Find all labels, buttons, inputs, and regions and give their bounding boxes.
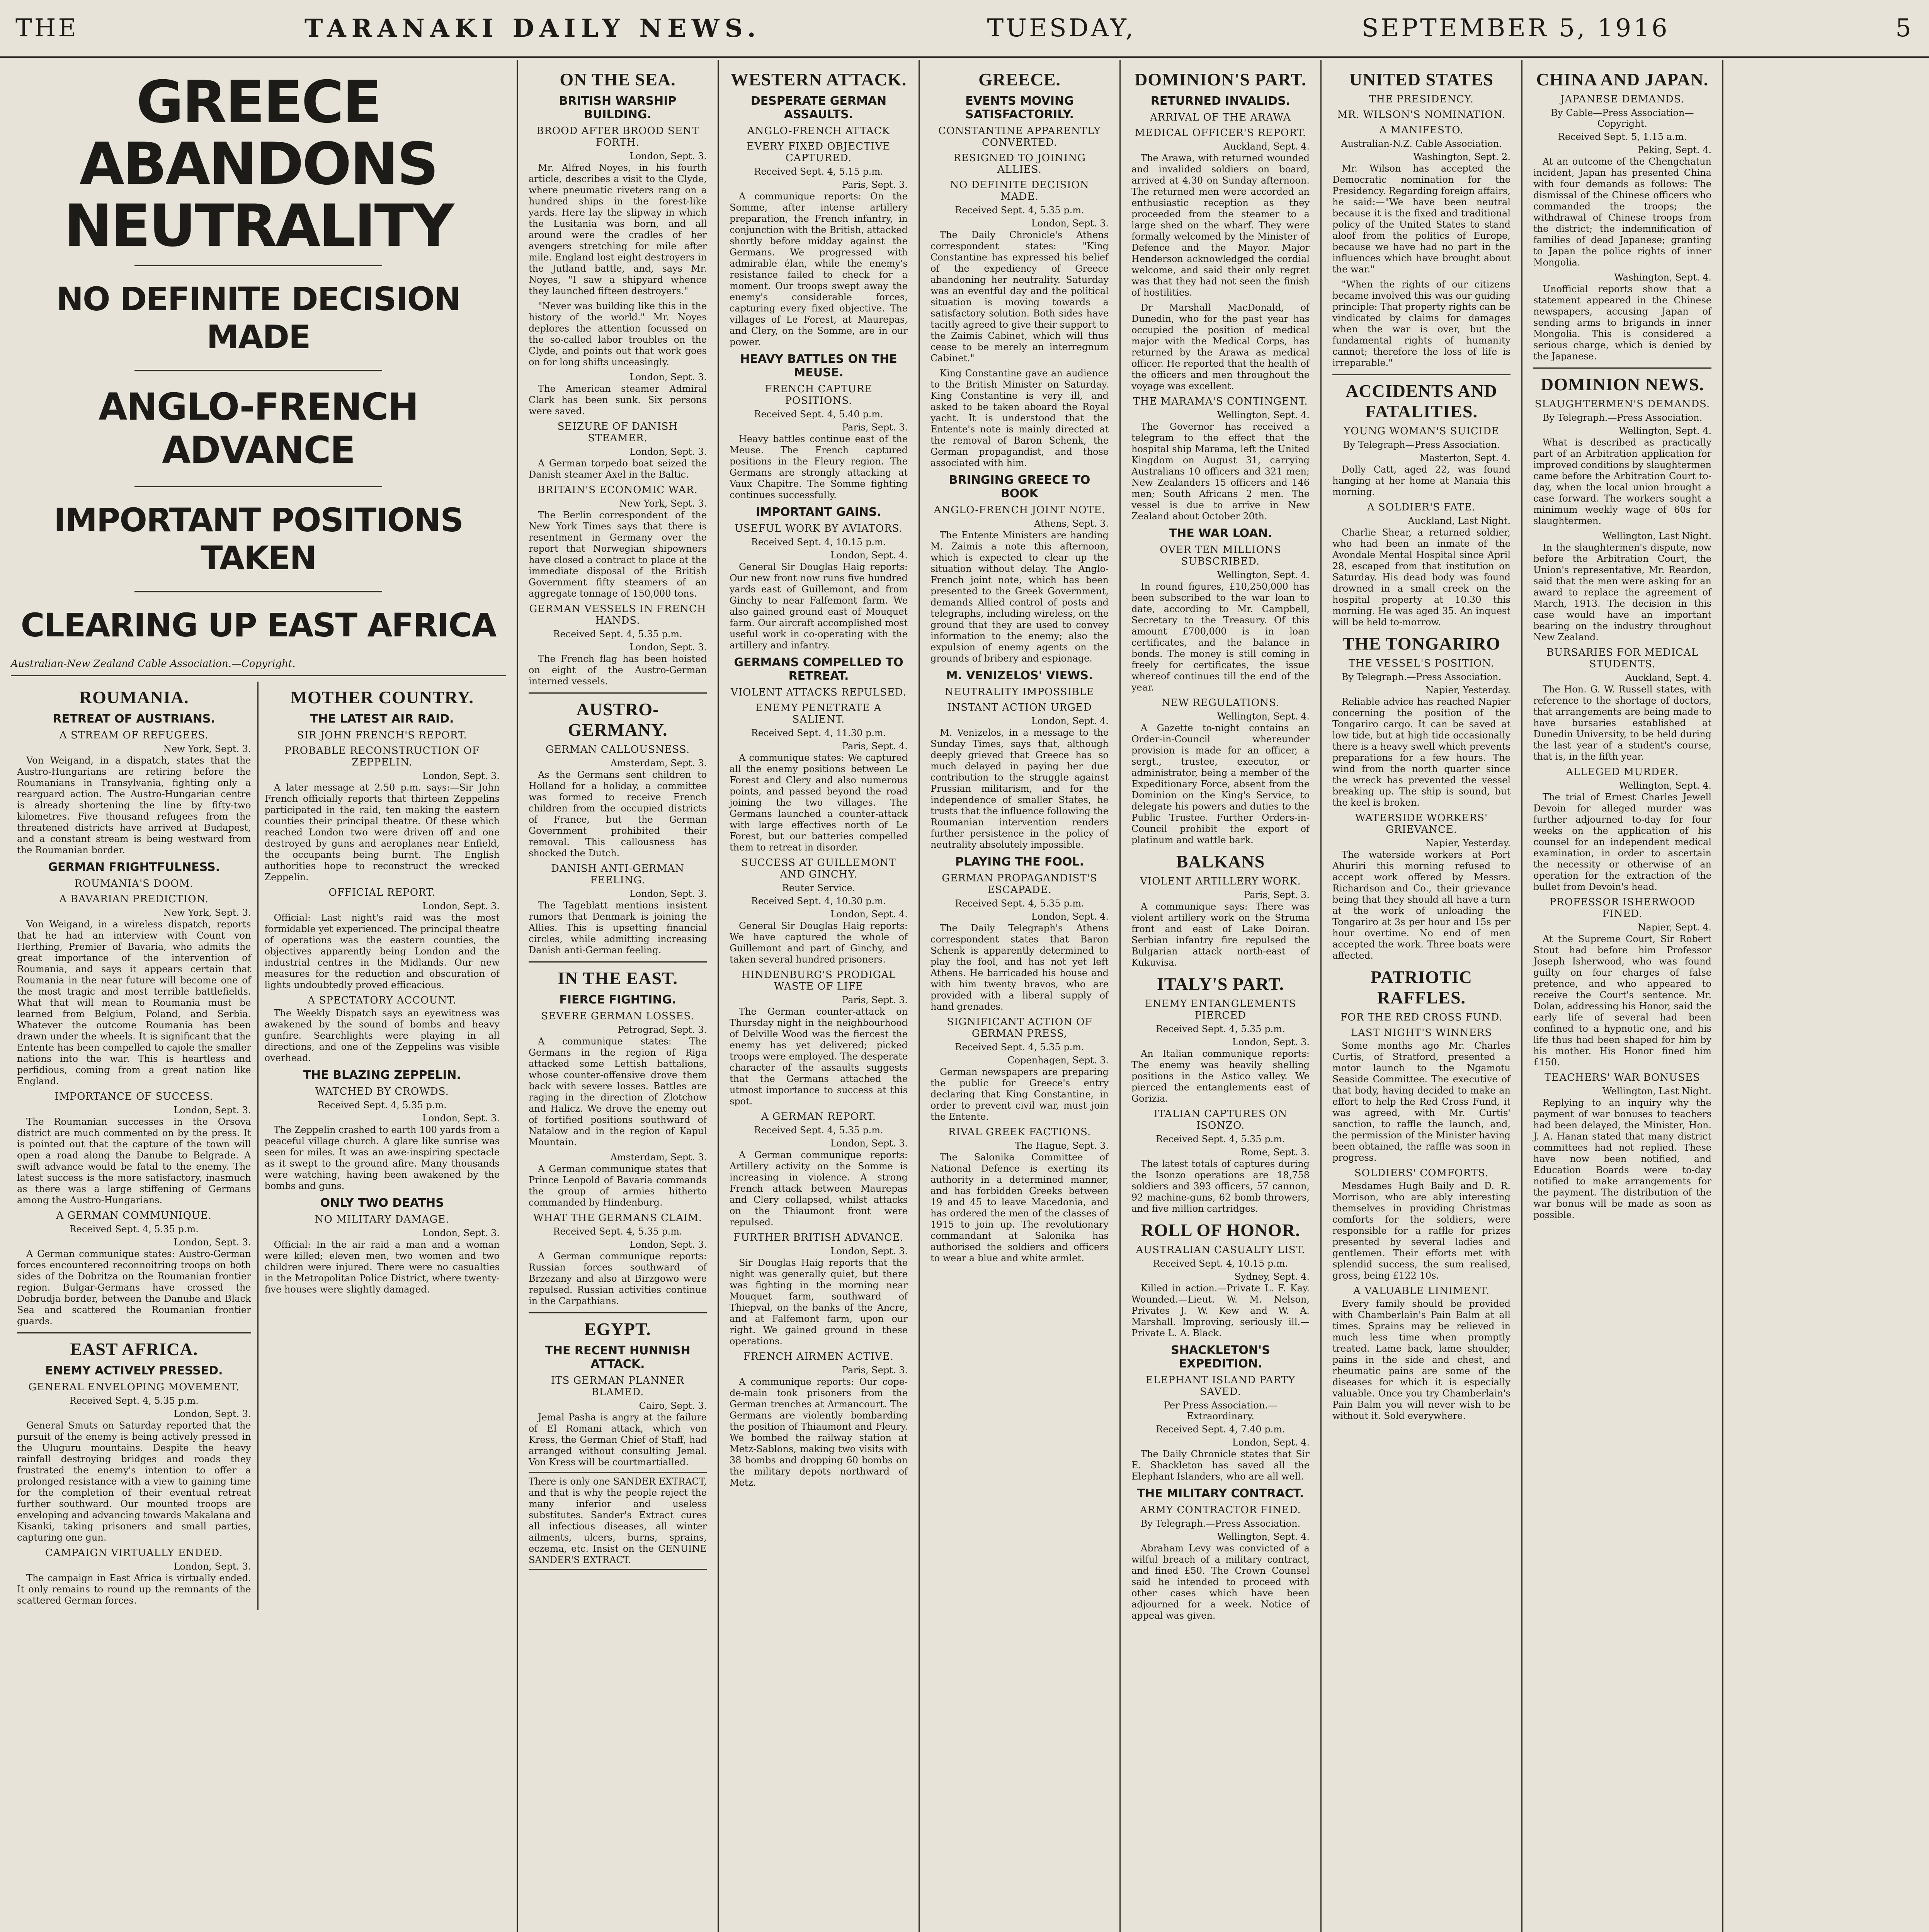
subheadline: FOR THE RED CROSS FUND. <box>1340 1012 1503 1023</box>
received-line: Received Sept. 4, 5.15 p.m. <box>754 166 883 177</box>
dateline: Paris, Sept. 3. <box>1244 889 1310 900</box>
subheadline: A SPECTATORY ACCOUNT. <box>308 995 457 1006</box>
section-title: AUSTRO-GERMANY. <box>568 699 668 740</box>
subheadline: A GERMAN REPORT. <box>761 1111 876 1122</box>
dateline: London, Sept. 3. <box>830 1138 908 1149</box>
article-body: Mr. Wilson has accepted the Democratic nomination for the Presidency. Regarding foreign affairs, he said:—"We have been neutral because it is the fixed and traditional policy of the United States to stand aloof from the politics of Europe, because we have had no part in the influences which have brought about the war." <box>1332 163 1511 275</box>
article-body: Official: In the air raid a man and a woman were killed; eleven men, two women and two children were injured. There were no casualties in the Metropolitan Police District, where twenty-five houses were slightly damaged. <box>264 1239 500 1295</box>
divider <box>1332 374 1511 375</box>
subheadline: JAPANESE DEMANDS. <box>1560 94 1684 105</box>
dateline: New York, Sept. 3. <box>163 743 251 754</box>
dateline: London, Sept. 3. <box>629 151 707 162</box>
article-body: Official: Last night's raid was the most formidable yet experienced. The principal theatre of operations was the eastern counties, the objectives apparently being London and the industrial centres in the Midlands. Our new measures for the reduction and obscuration of lights undoubtedly proved efficacious. <box>264 912 500 990</box>
subheadline: DANISH ANTI-GERMAN FEELING. <box>551 863 684 886</box>
dateline: London, Sept. 3. <box>174 1237 251 1248</box>
agency-line: By Telegraph.—Press Association. <box>1341 672 1502 682</box>
dateline: London, Sept. 3. <box>422 1228 500 1238</box>
dateline: London, Sept. 3. <box>1031 218 1109 229</box>
dateline: The Hague, Sept. 3. <box>1015 1140 1109 1151</box>
dateline: Paris, Sept. 3. <box>842 422 908 433</box>
section-title: ROUMANIA. <box>79 687 189 707</box>
article-body: A German torpedo boat seized the Danish steamer Axel in the Baltic. <box>529 458 707 480</box>
subheadline: HINDENBURG'S PRODIGAL WASTE OF LIFE <box>741 969 896 992</box>
dateline: Peking, Sept. 4. <box>1637 145 1711 155</box>
subheadline: SIGNIFICANT ACTION OF GERMAN PRESS, <box>947 1016 1092 1039</box>
article-body: "Never was building like this in the history of the world." Mr. Noyes deplores the attention focussed on the so-called labor troubles on the Clyde, and points out that work goes on for long shifts unceasingly. <box>529 301 707 367</box>
subheadline: NO MILITARY DAMAGE. <box>315 1214 449 1225</box>
section-title: DOMINION NEWS. <box>1541 374 1704 394</box>
dateline: Auckland, Sept. 4. <box>1625 672 1711 683</box>
column-dominion <box>1121 60 1322 1932</box>
subheadline: A MANIFESTO. <box>1379 124 1464 136</box>
article-body: The Hon. G. W. Russell states, with reference to the shortage of doctors, that arrangements are being made to have bursaries established at Dunedin University, to be held during the last year of a student's course, that is, in the fifth year. <box>1533 684 1711 762</box>
subheadline: SEIZURE OF DANISH STEAMER. <box>557 421 678 444</box>
dateline: Napier, Sept. 4. <box>1638 922 1711 933</box>
received-line: Received Sept. 4, 5.35 p.m. <box>1156 1134 1285 1145</box>
dateline: Wellington, Sept. 4. <box>1619 425 1711 436</box>
subheadline: NEW REGULATIONS. <box>1161 697 1280 709</box>
dateline: London, Sept. 3. <box>422 901 500 912</box>
dateline: Amsterdam, Sept. 3. <box>610 758 707 769</box>
subheadline: ENEMY ENTANGLEMENTS PIERCED <box>1145 998 1296 1021</box>
subheadline: PROBABLE RECONSTRUCTION OF ZEPPELIN. <box>284 745 480 768</box>
dateline: Wellington, Sept. 4. <box>1217 570 1310 580</box>
received-line: Received Sept. 4, 5.35 p.m. <box>754 1125 883 1136</box>
article-body: A communique reports: On the Somme, after intense artillery preparation, the French infantry, in conjunction with the British, attacked shortly before midday against the Germans. We progressed with admirable élan, while the enemy's resistance failed to check for a moment. Our troops swept away the enemy's considerable forces, capturing every fixed objective. The villages of Le Forest, at Maurepas, and Clery, on the Somme, are in our power. <box>730 191 908 347</box>
subheadline: INSTANT ACTION URGED <box>947 702 1092 713</box>
dateline: Copenhagen, Sept. 3. <box>1007 1055 1109 1066</box>
section-title: ACCIDENTS AND FATALITIES. <box>1346 381 1497 421</box>
agency-line: By Cable—Press Association—Copyright. <box>1551 107 1694 129</box>
section-title: PATRIOTIC RAFFLES. <box>1371 967 1472 1007</box>
lead-subheadline-2: IMPORTANT POSITIONS TAKEN <box>54 501 463 577</box>
article-body: Dolly Catt, aged 22, was found hanging at her home at Manaia this morning. <box>1332 464 1511 497</box>
article-body: A communique says: There was violent artillery work on the Struma front and east of Lake Doiran. Serbian infantry fire repulsed the Bulgarian attack north-east of Kukuvisa. <box>1131 901 1310 968</box>
section-title: EGYPT. <box>584 1319 651 1339</box>
dateline: Wellington, Sept. 4. <box>1217 410 1310 420</box>
subheadline: A VALUABLE LINIMENT. <box>1353 1285 1490 1297</box>
article-body: The German counter-attack on Thursday night in the neighbourhood of Delville Wood was the fiercest the enemy has yet delivered; picked troops were employed. The desperate character of the assaults suggests that the Germans attached the utmost importance to success at this spot. <box>730 1006 908 1107</box>
subheadline: THE MARAMA'S CONTINGENT. <box>1133 396 1308 407</box>
divider <box>11 675 506 676</box>
dateline: Wellington, Sept. 4. <box>1217 711 1310 722</box>
headline: IMPORTANT GAINS. <box>756 505 881 519</box>
article-body: A later message at 2.50 p.m. says:—Sir John French officially reports that thirteen Zeppelins participated in the raid, ten making the eastern counties their principal theatre. Of these which reached London two were driven off and one destroyed by guns and aeroplanes near Enfield, the occupants being burnt. The English authorities hope to reconstruct the wrecked Zeppelin. <box>264 782 500 883</box>
dateline: Sydney, Sept. 4. <box>1234 1271 1310 1282</box>
headline: THE RECENT HUNNISH ATTACK. <box>545 1344 691 1371</box>
dateline: Paris, Sept. 3. <box>842 179 908 190</box>
article-body: General Sir Douglas Haig reports: Our new front now runs five hundred yards east of Guillemont, and from Ginchy to near Falfemont farm. We also gained ground east of Mouquet farm. Our aircraft accomplished most useful work in co-operating with the artillery and infantry. <box>730 561 908 651</box>
lead-headline-2: ANGLO-FRENCH ADVANCE <box>99 385 418 472</box>
article-body: The Governor has received a telegram to the effect that the hospital ship Marama, left the United Kingdom on August 31, carrying Australians 10 officers and 321 men; New Zealanders 15 officers and 146 men; South Africans 2 men. The vessel is due to arrive in New Zealand about October 20th. <box>1131 421 1310 522</box>
subheadline: AUSTRALIAN CASUALTY LIST. <box>1136 1244 1305 1256</box>
headline: HEAVY BATTLES ON THE MEUSE. <box>740 352 897 379</box>
article-body: A communique states: We captured all the enemy positions between Le Forest and Clery and also numerous points, and passed beyond the road joining the two villages. The Germans launched a counter-attack with large effectives north of Le Forest, but our batteries compelled them to retreat in disorder. <box>730 752 908 853</box>
article-body: The Zeppelin crashed to earth 100 yards from a peaceful village church. A glare like sunrise was seen for miles. It was an awe-inspiring spectacle as it swept to the ground afire. Many thousands were watching, having been awakened by the bombs and guns. <box>264 1124 500 1191</box>
article-body: Charlie Shear, a returned soldier, who had been an inmate of the Avondale Mental Hospital since April 28, escaped from that institution on Saturday. His dead body was found drowned in a small creek on the hospital property at 10.30 this morning. He was aged 35. An inquest will be held to-morrow. <box>1332 527 1511 628</box>
headline: RETURNED INVALIDS. <box>1150 94 1291 108</box>
article-body: The Weekly Dispatch says an eyewitness was awakened by the sound of bombs and heavy gunfire. Searchlights were playing in all directions, and one of the Zeppelins was visible overhead. <box>264 1008 500 1063</box>
article-body: The Daily Chronicle states that Sir E. Shackleton has saved all the Elephant Islanders, who are all well. <box>1131 1449 1310 1482</box>
dateline: Amsterdam, Sept. 3. <box>610 1152 707 1163</box>
article-body: General Sir Douglas Haig reports: We have captured the whole of Guillemont and part of Ginchy, and taken several hundred prisoners. <box>730 920 908 965</box>
article-body: The Salonika Committee of National Defence is exerting its authority in a determined manner, and has forbidden Greeks between 19 and 45 to leave Macedonia, and has ordered the men of the classes of 1915 to join up. The revolutionary commandant at Salonika has authorised the soldiers and officers to wear a blue and white armlet. <box>930 1152 1109 1264</box>
agency-line: By Telegraph.—Press Association. <box>1542 412 1703 423</box>
divider <box>134 591 382 592</box>
subheadline: NEUTRALITY IMPOSSIBLE <box>944 686 1095 698</box>
divider <box>134 486 382 487</box>
subheadline: USEFUL WORK BY AVIATORS. <box>735 523 903 534</box>
received-line: Received Sept. 4, 5.35 p.m. <box>955 205 1084 216</box>
dateline: London, Sept. 4. <box>1031 911 1109 922</box>
dateline: London, Sept. 3. <box>629 446 707 457</box>
subheadline: THE VESSEL'S POSITION. <box>1349 658 1494 669</box>
headline: THE LATEST AIR RAID. <box>310 712 454 726</box>
divider <box>17 1332 251 1333</box>
subheadline: CONSTANTINE APPARENTLY CONVERTED. <box>938 125 1101 148</box>
received-line: Received Sept. 4, 5.35 p.m. <box>553 1226 682 1237</box>
roumania-column <box>11 682 259 1610</box>
article-body: Heavy battles continue east of the Meuse. The French captured positions in the Fleury region. The Germans are strongly attacking at Vaux Chapitre. The Somme fighting continues successfully. <box>730 434 908 500</box>
dateline: Napier, Yesterday. <box>1425 685 1511 696</box>
subheadline: ARRIVAL OF THE ARAWA <box>1150 112 1291 123</box>
headline: SHACKLETON'S EXPEDITION. <box>1171 1344 1270 1371</box>
article-body: A communique reports: Our cope-de-main took prisoners from the German trenches at Armancourt. The Germans are violently bombarding the position of Thiaumont and Fleury. We bombed the railway station at Metz-Sablons, making two visits with 38 bombs and dropping 60 bombs on the military depots northward of Metz. <box>730 1376 908 1488</box>
subheadline: GERMAN CALLOUSNESS. <box>545 744 690 755</box>
subheadline: BROOD AFTER BROOD SENT FORTH. <box>536 125 699 148</box>
masthead-the: THE <box>15 14 79 43</box>
dateline: Paris, Sept. 3. <box>842 995 908 1005</box>
article-body: A communique states: The Germans in the region of Riga attacked some Lettish battalions, whose counter-offensive drove them back with severe losses. Battles are raging in the direction of Zlotchow and Halicz. We drove the enemy out of fortified positions southward of Natalow and in the region of Kapul Mountain. <box>529 1036 707 1148</box>
article-body: Mr. Alfred Noyes, in his fourth article, describes a visit to the Clyde, where pneumatic riveters rang on a hundred ships in the forest-like yards. Here lay the slipway in which the Lusitania was born, and all around were the cradles of her avengers stretching for mile after mile. England lost eight destroyers in the Jutland battle, and, says Mr. Noyes, "I saw a shipyard whence they launched fifteen destroyers." <box>529 162 707 296</box>
divider <box>134 265 382 266</box>
agency-line: Australian-N.Z. Cable Association. <box>1341 138 1502 149</box>
subheadline: MR. WILSON'S NOMINATION. <box>1337 109 1506 121</box>
article-body: German newspapers are preparing the public for Greece's entry declaring that King Constantine, in order to prevent civil war, must join the Entente. <box>930 1066 1109 1122</box>
article-body: King Constantine gave an audience to the British Minister on Saturday. King Constantine is very ill, and asked to be taken aboard the Royal yacht. It is understood that the Entente's note is mainly directed at the removal of Baron Schenk, the German propagandist, and those associated with him. <box>930 368 1109 468</box>
subheadline: VIOLENT ARTILLERY WORK. <box>1140 876 1301 887</box>
section-title: BALKANS <box>1176 852 1265 871</box>
article-body: A Gazette to-night contains an Order-in-Council whereunder provision is made for an officer, a sergt., trustee, executor, or administrator, being a member of the Expeditionary Force, absent from the Dominion on the King's Service, to delegate his powers and duties to the Public Trustee. Further Orders-in-Council prohibit the export of platinum and wattle bark. <box>1131 723 1310 845</box>
received-line: Received Sept. 4, 10.15 p.m. <box>751 537 886 548</box>
subheadline: IMPORTANCE OF SUCCESS. <box>54 1091 213 1102</box>
dateline: London, Sept. 3. <box>174 1105 251 1116</box>
headline: THE BLAZING ZEPPELIN. <box>303 1068 461 1082</box>
article-body: What is described as practically part of an Arbitration application for improved conditions by slaughtermen came before the Arbitration Court to-day, when the local union brought a case forward. The workers sought a minimum weekly wage of 60s for slaughtermen. <box>1533 437 1711 526</box>
mother-country-column <box>259 682 506 1610</box>
dateline: Auckland, Last Night. <box>1408 515 1511 526</box>
lead-headline: GREECE ABANDONS NEUTRALITY <box>64 69 453 260</box>
column-western-attack <box>719 60 920 1932</box>
section-title: EAST AFRICA. <box>70 1339 198 1359</box>
article-body: The waterside workers at Port Ahuriri this morning refused to accept work offered by Messrs. Richardson and Co., their grievance being that they should all have a turn at the work of unloading the Tongariro at 3s per hour and 15s per hour overtime. No end of men accepted the work. Three boats were affected. <box>1332 849 1511 961</box>
article-body: The French flag has been hoisted on eight of the Austro-German interned vessels. <box>529 653 707 687</box>
dateline: London, Sept. 4. <box>830 550 908 561</box>
headline: GERMANS COMPELLED TO RETREAT. <box>734 656 903 683</box>
dateline: London, Sept. 4. <box>1232 1437 1310 1448</box>
masthead-day: TUESDAY, <box>987 14 1136 43</box>
headline: M. VENIZELOS' VIEWS. <box>946 669 1093 682</box>
subheadline: RESIGNED TO JOINING ALLIES. <box>953 152 1086 175</box>
subheadline: FURTHER BRITISH ADVANCE. <box>733 1232 904 1243</box>
article-body: The Roumanian successes in the Orsova district are much commented on by the press. It is pointed out that the capture of the town will open a road along the Danube to Belgrade. A swift advance would be fatal to the enemy. The latest success is the more satisfactory, inasmuch as there was a large stiffening of Germans among the Austro-Hungarians. <box>17 1116 251 1206</box>
article-body: The Tageblatt mentions insistent rumors that Denmark is joining the Allies. This is upsetting financial circles, while admitting increasing Danish anti-German feeling. <box>529 900 707 956</box>
article-body: Abraham Levy was convicted of a wilful breach of a military contract, and fined £50. The Crown Counsel said he intended to proceed with other cases which have been adjourned for a week. Notice of appeal was given. <box>1131 1543 1310 1621</box>
section-title: ON THE SEA. <box>560 70 676 89</box>
section-title: MOTHER COUNTRY. <box>290 687 474 707</box>
column-united-states <box>1322 60 1522 1932</box>
received-line: Received Sept. 4, 5.35 p.m. <box>955 898 1084 909</box>
section-title: ROLL OF HONOR. <box>1141 1220 1300 1240</box>
subheadline: ANGLO-FRENCH JOINT NOTE. <box>934 504 1106 516</box>
dateline: London, Sept. 4. <box>830 909 908 920</box>
article-body: Killed in action.—Private L. F. Kay. Wounded.—Lieut. W. M. Nelson, Privates J. W. Kew and W. A. Marshall. Improving, seriously ill.—Private L. A. Black. <box>1131 1283 1310 1338</box>
headline: THE MILITARY CONTRACT. <box>1137 1487 1304 1500</box>
subheadline: SIR JOHN FRENCH'S REPORT. <box>297 730 467 741</box>
article-body: The Entente Ministers are handing M. Zaimis a note this afternoon, which is expected to clear up the situation without delay. The Anglo-French joint note, which has been presented to the Greek Government, demands Allied control of posts and telegraphs, including wireless, on the ground that they are used to convey information to the enemy; also the expulsion of enemy agents on the grounds of bribery and espionage. <box>930 530 1109 664</box>
section-title: DOMINION'S PART. <box>1135 70 1306 89</box>
subheadline: A BAVARIAN PREDICTION. <box>59 893 209 905</box>
article-body: In round figures, £10,250,000 has been subscribed to the war loan to date, according to Mr. Campbell, Secretary to the Treasury. Of this amount £700,000 is in loan certificates, and the balance in bonds. The money is still coming in freely for certificates, the issue whereof continues till the end of the year. <box>1131 581 1310 693</box>
divider <box>529 961 707 963</box>
article-body: Some months ago Mr. Charles Curtis, of Stratford, presented a motor launch to the Ngamotu Seaside Committee. The executive of that body, having decided to make an effort to help the Red Cross Fund, it was agreed, with Mr. Curtis' sanction, to raffle the launch, and, the permission of the Minister having been obtained, the raffle was soon in progress. <box>1332 1040 1511 1163</box>
divider <box>134 370 382 371</box>
subheadline: ALLEGED MURDER. <box>1566 766 1679 778</box>
headline: BRITISH WARSHIP BUILDING. <box>559 94 677 121</box>
subheadline: A STREAM OF REFUGEES. <box>60 730 209 741</box>
received-line: Received Sept. 4, 5.35 p.m. <box>955 1042 1084 1053</box>
column-china-japan <box>1522 60 1723 1932</box>
section-title: IN THE EAST. <box>558 968 678 988</box>
article-body: A German communique states: Austro-German forces encountered reconnoitring troops on both sides of the Dobritza on the Roumanian frontier region. Bulgar-Germans have crossed the Dobrudja border, between the Danube and Black Sea and scattered the Roumanian frontier guards. <box>17 1248 251 1327</box>
subheadline: A GERMAN COMMUNIQUE. <box>56 1210 212 1221</box>
received-line: Received Sept. 4, 7.40 p.m. <box>1156 1424 1285 1435</box>
lead-subcolumns <box>11 682 506 1610</box>
divider <box>529 1312 707 1313</box>
masthead <box>0 0 1929 58</box>
dateline: London, Sept. 3. <box>629 1239 707 1250</box>
dateline: London, Sept. 3. <box>830 1246 908 1257</box>
dateline: Masterton, Sept. 4. <box>1419 452 1511 463</box>
dateline: London, Sept. 3. <box>422 770 500 781</box>
subheadline: BRITAIN'S ECONOMIC WAR. <box>538 484 698 496</box>
article-body: M. Venizelos, in a message to the Sunday Times, says that, although deeply grieved that Greece has so much delayed in paying her due contribution to the struggle against Prussian militarism, and for the independence of smaller States, he trusts that the influence following the Roumanian intervention renders further persistence in the policy of neutrality absolutely impossible. <box>930 727 1109 850</box>
article-body: A German communique reports: Artillery activity on the Somme is increasing in violence. A strong French attack between Maurepas and Clery collapsed, whilst attacks on the Thiaumont front were repulsed. <box>730 1150 908 1228</box>
agency-line: Reuter Service. <box>782 883 856 893</box>
article-body: Von Weigand, in a wireless dispatch, reports that he had an interview with Count von Herthing, Premier of Bavaria, who admits the great importance of the intervention of Roumania, and says it appears certain that Roumania in the near future will become one of the most tragic and most terrible battlefields. What that will mean to Roumania must be learned from Belgium, Poland, and Serbia. Whatever the outcome Roumania has been drawn under the wheels. It is significant that the Entente has been compelled to cajole the smaller nations into the war. This is heartless and perfidious, coming from a great nation like England. <box>17 919 251 1087</box>
dateline: London, Sept. 3. <box>174 1408 251 1419</box>
received-line: Received Sept. 4, 11.30 p.m. <box>751 728 886 738</box>
article-body: Mesdames Hugh Baily and D. R. Morrison, who are ably interesting themselves in providing Christmas comforts for the soldiers, were responsible for a raffle for prizes presented by several ladies and gentlemen. Their efforts met with splendid success, the sum realised, gross, being £122 10s. <box>1332 1180 1511 1281</box>
article-body: Sir Douglas Haig reports that the night was generally quiet, but there was fighting in the morning near Mouquet farm, southward of Thiepval, on the banks of the Ancre, and at Falfemont farm, upon our right. We gained ground in these operations. <box>730 1257 908 1347</box>
subheadline: EVERY FIXED OBJECTIVE CAPTURED. <box>747 141 891 164</box>
article-body: Von Weigand, in a dispatch, states that the Austro-Hungarians are retiring before the Roumanians in Transylvania, fighting only a rearguard action. The Austro-Hungarian centre is already shortening the line by fifty-two kilometres. Five thousand refugees from the threatened districts have arrived at Budapest, and a constant stream is being westward from the Roumanian border. <box>17 755 251 855</box>
dateline: Petrograd, Sept. 3. <box>617 1024 707 1035</box>
subheadline: ITALIAN CAPTURES ON ISONZO. <box>1153 1108 1288 1131</box>
dateline: Wellington, Last Night. <box>1602 531 1711 541</box>
sander-extract-advertisement: There is only one SANDER EXTRACT, and that is why the people reject the many inferior and useless substitutes. Sander's Extract cures all infectious diseases, all winter ailments, ulcers, burns, sprains, eczema, etc. Insist on the GENUINE SANDER'S EXTRACT. <box>529 1472 707 1570</box>
headline: DESPERATE GERMAN ASSAULTS. <box>750 94 887 121</box>
subheadline: FRENCH AIRMEN ACTIVE. <box>743 1351 894 1362</box>
agency-line: By Telegraph.—Press Association. <box>1140 1518 1301 1529</box>
headline: ONLY TWO DEATHS <box>320 1196 444 1210</box>
dateline: Washington, Sept. 4. <box>1614 272 1711 283</box>
subheadline: OVER TEN MILLIONS SUBSCRIBED. <box>1160 544 1281 567</box>
headline: GERMAN FRIGHTFULNESS. <box>48 861 220 874</box>
subheadline: SUCCESS AT GUILLEMONT AND GINCHY. <box>741 857 896 880</box>
article-body: The latest totals of captures during the Isonzo operations are 18,758 soldiers and 393 officers, 57 cannon, 92 machine-guns, 62 bomb throwers, and five million cartridges. <box>1131 1158 1310 1214</box>
article-body: An Italian communique reports: The enemy was heavily shelling positions in the Astico valley. We pierced the entanglements east of Gorizia. <box>1131 1048 1310 1104</box>
received-line: Received Sept. 4, 5.35 p.m. <box>317 1100 447 1111</box>
headline: FIERCE FIGHTING. <box>559 993 676 1007</box>
headline: EVENTS MOVING SATISFACTORILY. <box>965 94 1074 121</box>
dateline: London, Sept. 3. <box>174 1561 251 1572</box>
dateline: Napier, Yesterday. <box>1425 838 1511 849</box>
article-body: At the Supreme Court, Sir Robert Stout had before him Professor Joseph Isherwood, who was found guilty on four charges of false pretence, and who appeared to receive the Court's sentence. Mr. Dolan, addressing his Honor, said the early life of several had been confined to a hypnotic one, and his life thus had been shaped for him by his mother. His Honor fined him £150. <box>1533 934 1711 1068</box>
article-body: At an outcome of the Chengchatun incident, Japan has presented China with four demands as follows: The dismissal of the Chinese officers who commanded the troops; the withdrawal of Chinese troops from the district; the indemnification of families of dead Japanese; granting to Japan the police rights of inner Mongolia. <box>1533 156 1711 268</box>
article-body: The Daily Telegraph's Athens correspondent states that Baron Schenk is apparently determined to play the fool, and has not yet left Athens. He barricaded his house and with him twenty bravos, who are provided with a liberal supply of hand grenades. <box>930 923 1109 1012</box>
headline: THE WAR LOAN. <box>1169 527 1272 540</box>
subheadline: PROFESSOR ISHERWOOD FINED. <box>1549 896 1696 920</box>
dateline: Paris, Sept. 4. <box>842 741 908 752</box>
subheadline: YOUNG WOMAN'S SUICIDE <box>1344 425 1499 437</box>
subheadline: WATERSIDE WORKERS' GRIEVANCE. <box>1355 812 1488 835</box>
subheadline: A SOLDIER'S FATE. <box>1367 502 1476 513</box>
subheadline: NO DEFINITE DECISION MADE. <box>950 179 1089 202</box>
received-line: Received Sept. 4, 5.35 p.m. <box>69 1224 199 1235</box>
article-body: A German communique reports: Russian forces southward of Brzezany and also at Birzgowo were repulsed. Russian activities continue in the Carpathians. <box>529 1251 707 1306</box>
dateline: New York, Sept. 3. <box>163 907 251 918</box>
divider <box>529 692 707 694</box>
dateline: Wellington, Sept. 4. <box>1619 780 1711 791</box>
headline: ENEMY ACTIVELY PRESSED. <box>45 1364 223 1378</box>
section-title: THE TONGARIRO <box>1342 634 1500 653</box>
received-line: Received Sept. 4, 10.15 p.m. <box>1153 1258 1288 1269</box>
article-body: The Berlin correspondent of the New York Times says that there is resentment in Germany over the report that Norwegian shipowners have closed a contract to place at the immediate disposal of the British Government fifty steamers of an aggregate tonnage of 150,000 tons. <box>529 510 707 599</box>
dateline: London, Sept. 3. <box>1232 1037 1310 1048</box>
subheadline: ENEMY PENETRATE A SALIENT. <box>755 702 882 725</box>
article-body: Every family should be provided with Chamberlain's Pain Balm at all times. Sprains may be relieved in much less time when promptly treated. Lame back, lame shoulder, pains in the side and chest, and rheumatic pains are some of the diseases for which it is especially valuable. Once you try Chamberlain's Pain Balm you will never wish to be without it. Sold everywhere. <box>1332 1298 1511 1421</box>
agency-line: By Telegraph—Press Association. <box>1343 439 1500 450</box>
headline: BRINGING GREECE TO BOOK <box>949 473 1090 500</box>
dateline: London, Sept. 3. <box>629 372 707 383</box>
dateline: Athens, Sept. 3. <box>1034 518 1109 529</box>
masthead-title: TARANAKI DAILY NEWS. <box>304 14 761 43</box>
article-body: Dr Marshall MacDonald, of Dunedin, who for the past year has occupied the position of medical major with the Medical Corps, has returned by the Arawa as medical officer. He reported that the health of the officers and men throughout the voyage was excellent. <box>1131 302 1310 391</box>
section-title: GREECE. <box>978 70 1061 89</box>
article-body: Replying to an inquiry why the payment of war bonuses to teachers had been delayed, the Minister, Hon. J. A. Hanan stated that many district committees had not replied. These have now been notified, and Education Boards were to-day notified to make arrangements for the payment. The distribution of the war bonus will be made as soon as possible. <box>1533 1097 1711 1220</box>
dateline: Rome, Sept. 3. <box>1240 1147 1310 1158</box>
article-body: The campaign in East Africa is virtually ended. It only remains to round up the remnants of the scattered German forces. <box>17 1573 251 1606</box>
headline: PLAYING THE FOOL. <box>955 855 1084 869</box>
article-body: Jemal Pasha is angry at the failure of El Romani attack, which von Kress, the German Chief of Staff, had arranged without consulting Jemal. Von Kress will be courtmartialled. <box>529 1412 707 1468</box>
subheadline: SOLDIERS' COMFORTS. <box>1354 1167 1489 1179</box>
dateline: Wellington, Sept. 4. <box>1217 1531 1310 1542</box>
dateline: Wellington, Last Night. <box>1602 1086 1711 1097</box>
subheadline: GERMAN PROPAGANDIST'S ESCAPADE. <box>942 872 1097 896</box>
section-title: ITALY'S PART. <box>1157 974 1284 994</box>
masthead-date: SEPTEMBER 5, 1916 <box>1361 14 1670 43</box>
article-body: A German communique states that Prince Leopold of Bavaria commands the group of armies hitherto commanded by Hindenburg. <box>529 1163 707 1208</box>
column-on-the-sea <box>518 60 719 1932</box>
column-greece <box>920 60 1121 1932</box>
dateline: New York, Sept. 3. <box>619 498 707 509</box>
subheadline: ANGLO-FRENCH ATTACK <box>747 125 890 137</box>
subheadline: WHAT THE GERMANS CLAIM. <box>533 1212 703 1224</box>
subheadline: GERMAN VESSELS IN FRENCH HANDS. <box>529 603 706 626</box>
dateline: London, Sept. 3. <box>629 888 707 899</box>
article-body: In the slaughtermen's dispute, now before the Arbitration Court, the Union's representative, Mr. Reardon, said that the men were asking for an award to replace the agreement of March, 1913. The decision in this case would have an important bearing on the industry throughout New Zealand. <box>1533 542 1711 643</box>
article-body: General Smuts on Saturday reported that the pursuit of the enemy is being actively pressed in the Uluguru mountains. Despite the heavy rainfall destroying bridges and roads they frustrated the enemy's intention to offer a prolonged resistance with a view to gaining time for the completion of their eventual retreat further southward. Our mounted troops are enveloping and advancing towards Makalana and Kisanki, taking prisoners and small parties, capturing one gun. <box>17 1420 251 1543</box>
agency-line: Per Press Association.—Extraordinary. <box>1164 1400 1277 1422</box>
article-body: Unofficial reports show that a statement appeared in the Chinese newspapers, accusing Japan of sending arms to brigands in inner Mongolia. This is considered a serious charge, which is denied by the Japanese. <box>1533 284 1711 362</box>
dateline: Paris, Sept. 3. <box>842 1365 908 1376</box>
subheadline: ITS GERMAN PLANNER BLAMED. <box>551 1375 685 1398</box>
divider <box>1533 367 1711 369</box>
article-body: Reliable advice has reached Napier concerning the position of the Tongariro cargo. It can be saved at low tide, but at high tide occasionally there is a heavy swell which prevents preparations for a few hours. The wind from the north quarter since the wreck has prevented the vessel breaking up. The ship is sound, but the keel is broken. <box>1332 696 1511 808</box>
lead-subheadline: NO DEFINITE DECISION MADE <box>56 280 461 356</box>
subheadline: ARMY CONTRACTOR FINED. <box>1140 1504 1301 1516</box>
dateline: Cairo, Sept. 3. <box>639 1400 707 1411</box>
article-body: "When the rights of our citizens became involved this was our guiding principle: That property rights can be vindicated by claims for damages when the war is over, but the fundamental rights of humanity cannot; therefore the loss of life is irreparable." <box>1332 279 1511 368</box>
article-body: As the Germans sent children to Holland for a holiday, a committee was formed to receive French children from the occupied districts of France, but the German Government prohibited their removal. This callousness has shocked the Dutch. <box>529 769 707 859</box>
headline: RETREAT OF AUSTRIANS. <box>53 712 215 726</box>
section-title: WESTERN ATTACK. <box>730 70 907 89</box>
subheadline: BURSARIES FOR MEDICAL STUDENTS. <box>1546 647 1698 670</box>
dateline: London, Sept. 3. <box>422 1113 500 1124</box>
dateline: Washington, Sept. 2. <box>1413 151 1511 162</box>
received-line: Received Sept. 4, 5.35 p.m. <box>1156 1024 1285 1034</box>
subheadline: TEACHERS' WAR BONUSES <box>1545 1072 1700 1083</box>
received-line: Received Sept. 4, 5.40 p.m. <box>754 409 883 420</box>
article-body: The Daily Chronicle's Athens correspondent states: "King Constantine has expressed his belief of the expediency of Greece abandoning her neutrality. Saturday was an eventful day and the political situation is moving towards a satisfactory solution. Both sides have tacitly agreed to give their support to the Zaimis Cabinet, which will thus cease to be merely an interregnum Cabinet." <box>930 230 1109 364</box>
dateline: London, Sept. 3. <box>629 642 707 653</box>
page-number: 5 <box>1895 14 1914 43</box>
subheadline: OFFICIAL REPORT. <box>328 887 435 898</box>
cable-credit: Australian-New Zealand Cable Association.—Copyright. <box>11 658 296 670</box>
section-title: CHINA AND JAPAN. <box>1536 70 1709 89</box>
subheadline: LAST NIGHT'S WINNERS <box>1351 1027 1492 1039</box>
article-body: The trial of Ernest Charles Jewell Devoin for alleged murder was further adjourned to-day for four weeks on the application of his counsel for an independent medical examination, in order to ascertain the necessity or otherwise of an operation for the extraction of the bullet from Devoin's head. <box>1533 792 1711 892</box>
subheadline: WATCHED BY CROWDS. <box>315 1086 449 1097</box>
subheadline: SLAUGHTERMEN'S DEMANDS. <box>1534 398 1710 410</box>
subheadline: VIOLENT ATTACKS REPULSED. <box>731 687 907 698</box>
column-margin <box>1723 60 1929 1932</box>
subheadline: GENERAL ENVELOPING MOVEMENT. <box>28 1381 240 1393</box>
lead-subheadline-3: CLEARING UP EAST AFRICA <box>20 606 496 644</box>
subheadline: ELEPHANT ISLAND PARTY SAVED. <box>1145 1374 1296 1398</box>
article-body: The Arawa, with returned wounded and invalided soldiers on board, arrived at 4.30 on Sunday afternoon. The returned men were accorded an enthusiastic reception as they proceeded from the steamer to a large shed on the wharf. They were formally welcomed by the Minister of Defence and the Mayor. Major Henderson acknowledged the cordial welcome, and said their only regret was that they had not seen the finish of hostilities. <box>1131 153 1310 298</box>
received-line: Received Sept. 4, 5.35 p.m. <box>553 629 682 639</box>
dateline: Auckland, Sept. 4. <box>1223 141 1310 152</box>
subheadline: ROUMANIA'S DOOM. <box>74 878 194 889</box>
article-body: The American steamer Admiral Clark has been sunk. Six persons were saved. <box>529 383 707 417</box>
subheadline: CAMPAIGN VIRTUALLY ENDED. <box>45 1547 223 1559</box>
section-title: UNITED STATES <box>1349 70 1494 89</box>
received-line: Received Sept. 4, 5.35 p.m. <box>69 1395 199 1406</box>
subheadline: SEVERE GERMAN LOSSES. <box>541 1010 694 1022</box>
received-line: Received Sept. 5, 1.15 a.m. <box>1558 131 1687 142</box>
subheadline: RIVAL GREEK FACTIONS. <box>948 1126 1091 1138</box>
dateline: London, Sept. 4. <box>1031 716 1109 726</box>
subheadline: THE PRESIDENCY. <box>1369 94 1474 105</box>
column-lead <box>0 60 518 1932</box>
received-line: Received Sept. 4, 10.30 p.m. <box>751 896 886 906</box>
subheadline: MEDICAL OFFICER'S REPORT. <box>1135 127 1306 139</box>
subheadline: FRENCH CAPTURE POSITIONS. <box>765 383 873 406</box>
